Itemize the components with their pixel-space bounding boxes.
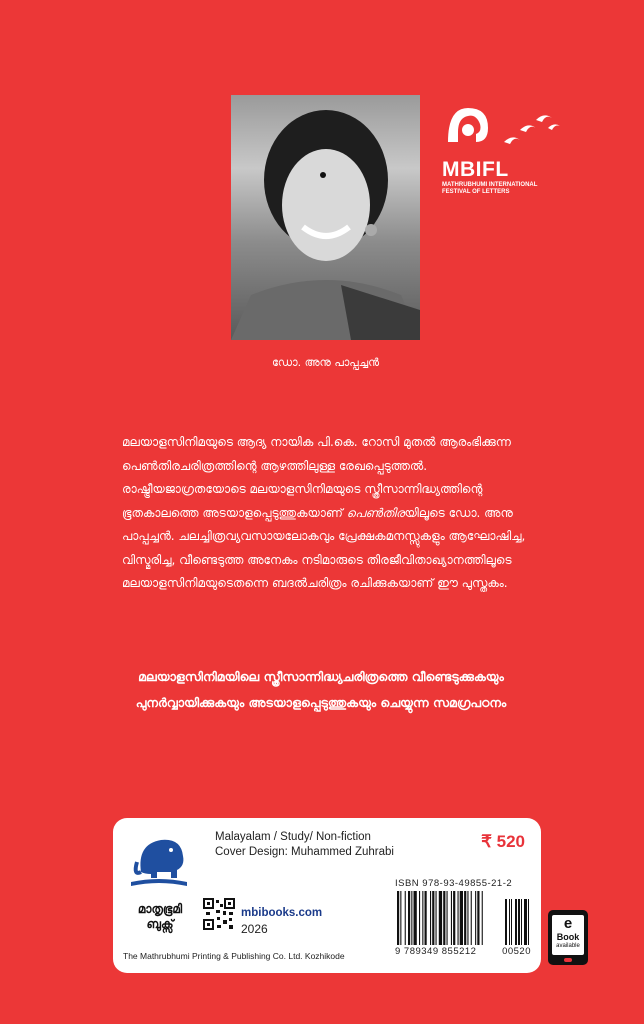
author-caption: ഡോ. അനു പാപ്പച്ചൻ (271, 356, 380, 369)
ebook-button-icon (564, 958, 572, 962)
barcode-digits: 9 789349 855212 00520 (395, 946, 531, 957)
qr-code-icon (203, 898, 235, 930)
book-tagline: മലയാളസിനിമയിലെ സ്ത്രീസാന്നിദ്ധ്യചരിത്രത്തെ വീണ്ടെടുക്കുകയും പുനർവ്വായിക്കുകയും അടയാളപ്പെടുത്തുകയും ചെയ്യുന്ന സമഗ്രപഠനം (135, 669, 507, 710)
festival-subtitle: MATHRUBHUMI INTERNATIONAL FESTIVAL OF LETTERS (442, 182, 538, 195)
info-card (113, 818, 541, 973)
elephant-book-logo-icon (127, 832, 191, 892)
mbifl-logo (440, 98, 580, 198)
ka-letter-icon (440, 98, 496, 154)
festival-name: MBIFL (442, 158, 509, 181)
ebook-available: available (556, 943, 580, 949)
author-photo (231, 95, 420, 340)
book-title-italic: പെൺതിര (346, 505, 405, 520)
ebook-word: Book (556, 932, 580, 942)
barcode (395, 891, 535, 945)
price: ₹ 520 (481, 832, 525, 851)
book-category: Malayalam / Study/ Non-fiction (215, 831, 371, 843)
ebook-screen (552, 915, 584, 955)
cover-design-credit: Cover Design: Muhammed Zuhrabi (215, 846, 394, 858)
birds-icon (502, 108, 562, 148)
publication-year: 2026 (241, 922, 268, 936)
ebook-badge (548, 910, 588, 965)
printer-credit: The Mathrubhumi Printing & Publishing Co. Ltd. Kozhikode (123, 951, 345, 961)
book-details (215, 830, 394, 860)
ebook-letter: e (563, 915, 573, 932)
publisher-name-ml: മാതൃഭൂമി ബുക്സ് (137, 902, 183, 931)
isbn: ISBN 978-93-49855-21-2 (395, 878, 513, 889)
publisher-website[interactable]: mbibooks.com (241, 907, 323, 919)
book-blurb: മലയാളസിനിമയുടെ ആദ്യ നായിക പി.കെ. റോസി മുതൽ ആരംഭിക്കുന്ന പെൺതിരചരിത്രത്തിന്റെ ആഴത്തിലുള്ള രേഖപ്പെടുത്തൽ. രാഷ്ട്രീയജാഗ്രതയോടെ മലയാളസിനിമയുടെ സ്ത്രീസാന്നിദ്ധ്യത്തിന്റെ ഭൂതകാലത്തെ അടയാളപ്പെടുത്തുകയാണ് പെൺതിരയിലൂടെ ഡോ. അനു പാപ്പച്ചൻ. ചലച്ചിത്രവ്യവസായലോകവും പ്രേക്ഷകമനസ്സുകളും ആഘോഷിച്ച, വിസ്മരിച്ച, വീണ്ടെടുത്ത അനേകം നടിമാരുടെ തിരജീവിതാഖ്യാനത്തിലൂടെ മലയാളസിനിമയുടെതന്നെ ബദൽചരിത്രം രചിക്കുകയാണ് ഈ പുസ്തകം. (122, 435, 526, 590)
